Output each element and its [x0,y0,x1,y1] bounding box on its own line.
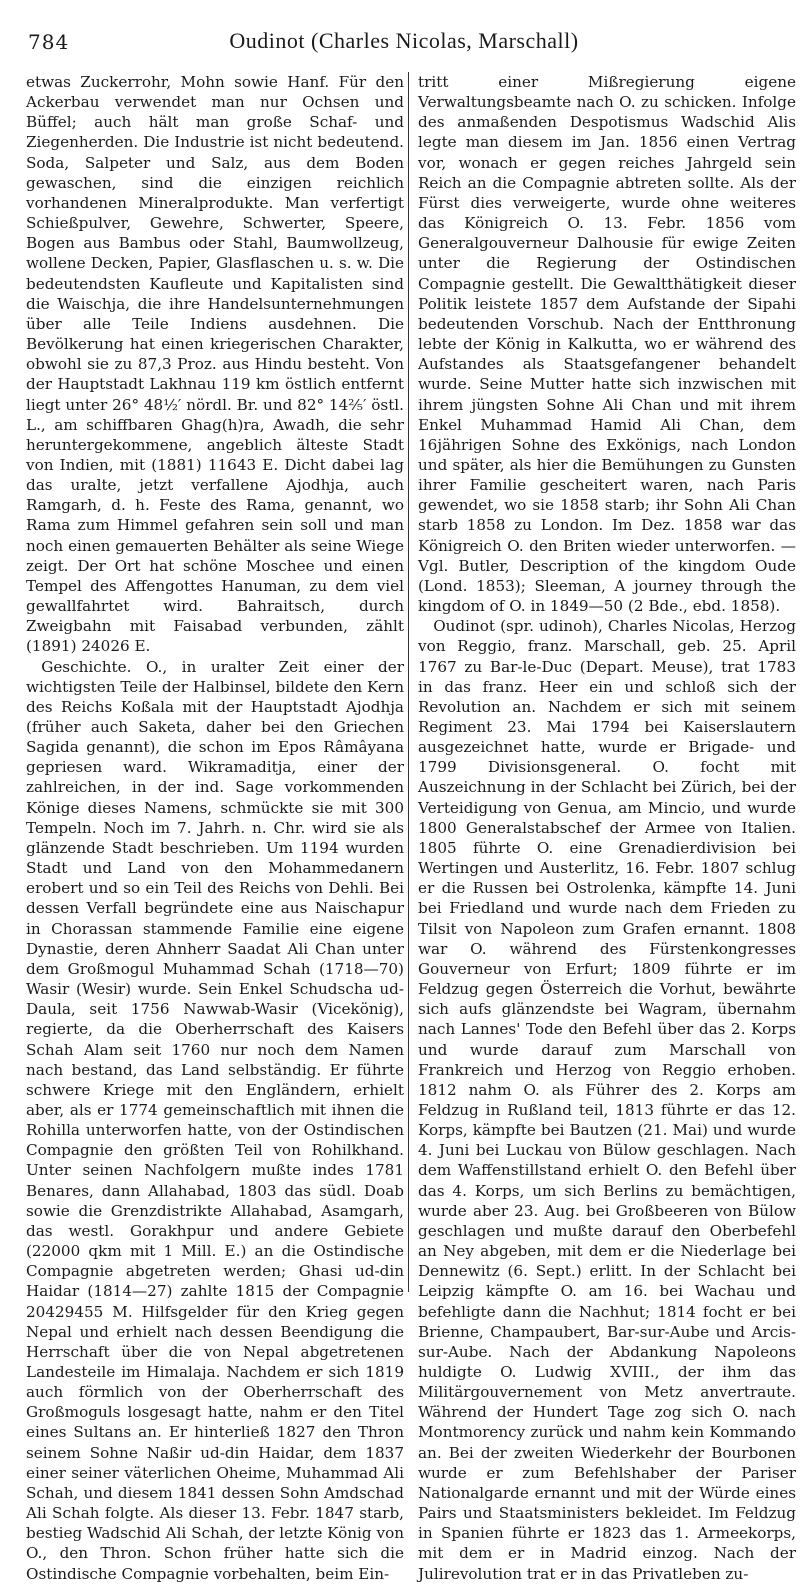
running-head: Oudinot (Charles Nicolas, Marschall) [229,28,579,53]
column-divider [408,72,409,1292]
paragraph: Oudinot (spr. udinoh), Charles Nicolas, Herzog von Reggio, franz. Marschall, geb. 25. April 1767 zu Bar-le-Duc (Depart. Meuse), trat 1783 in das franz. Heer ein und schloß sich der Revolution an. Nachdem er sich mit seinem Regiment 23. Mai 1794 bei Kaiserslautern ausgezeichnet hatte, wurde er Brigade- und 1799 Divisionsgeneral. O. focht mit Auszeichnung in der Schlacht bei Zürich, bei der Verteidigung von Genua, am Mincio, und wurde 1800 Generalstabschef der Armee von Italien. 1805 führte O. eine Grenadierdivision bei Wertingen und Austerlitz, 16. Febr. 1807 schlug er die Russen bei Ostrolenka, kämpfte 14. Juni bei Friedland und wurde nach dem Frieden zu Tilsit von Napoleon zum Grafen ernannt. 1808 war O. während des Fürstenkongresses Gouverneur von Erfurt; 1809 führte er im Feldzug gegen Österreich die Vorhut, bewährte sich aufs glänzendste bei Wagram, übernahm nach Lannes' Tode den Befehl über das 2. Korps und wurde darauf zum Marschall von Frankreich und Herzog von Reggio erhoben. 1812 nahm O. als Führer des 2. Korps am Feldzug in Rußland teil, 1813 führte er das 12. Korps, kämpfte bei Bautzen (21. Mai) und wurde 4. Juni bei Luckau von Bülow geschlagen. Nach dem Waffenstillstand erhielt O. den Befehl über das 4. Korps, um sich Berlins zu bemächtigen, wurde aber 23. Aug. bei Großbeeren von Bülow geschlagen und mußte darauf den Oberbefehl an Ney abgeben, mit dem er die Niederlage bei Dennewitz (6. Sept.) erlitt. In der Schlacht bei Leipzig kämpfte O. am 16. bei Wachau und befehligte dann die Nachhut; 1814 focht er bei Brienne, Champaubert, Bar-sur-Aube und Arcis-sur-Aube. Nach der Abdankung Napoleons huldigte O. Ludwig XVIII., der ihm das Militärgouvernement von Metz anvertraute. Während der Hundert Tage zog sich O. nach Montmorency zurück und nahm kein Kommando an. Bei der zweiten Wiederkehr der Bourbonen wurde er zum Befehlshaber der Pariser Nationalgarde ernannt und mit der Würde eines Pairs und Staatsministers bekleidet. Im Feldzug in Spanien führte er 1823 das 1. Armeekorps, mit dem er in Madrid einzog. Nach der Julirevolution trat er in das Privatleben zu- [418,617,796,1583]
left-column [26,72,404,1584]
page-header [28,18,780,58]
paragraph: etwas Zuckerrohr, Mohn sowie Hanf. Für den Ackerbau verwendet man nur Ochsen und Büffel; auch hält man große Schaf- und Ziegenherden. Die Industrie ist nicht bedeutend. Soda, Salpeter und Salz, aus dem Boden gewaschen, sind die einzigen reichlich vorhandenen Mineralprodukte. Man verfertigt Schießpulver, Gewehre, Schwerter, Speere, Bogen aus Bambus oder Stahl, Baumwollzeug, wollene Decken, Papier, Glasflaschen u. s. w. Die bedeutendsten Kaufleute und Kapitalisten sind die Waischja, die ihre Handelsunternehmungen über alle Teile Indiens ausdehnen. Die Bevölkerung hat einen kriegerischen Charakter, obwohl sie zu 87,3 Proz. aus Hindu besteht. Von der Hauptstadt Lakhnau 119 km östlich entfernt liegt unter 26° 48½′ nördl. Br. und 82° 14⅖′ östl. L., am schiffbaren Ghag(h)ra, Awadh, die sehr heruntergekommene, angeblich älteste Stadt von Indien, mit (1881) 11643 E. Dicht dabei lag das uralte, jetzt verfallene Ajodhja, auch Ramgarh, d. h. Feste des Rama, genannt, wo Rama zum Himmel gefahren sein soll und man noch einen gemauerten Behälter als seine Wiege zeigt. Der Ort hat schöne Moschee und einen Tempel des Affengottes Hanuman, zu dem viel gewallfahrtet wird. Bahraitsch, durch Zweigbahn mit Faisabad verbunden, zählt (1891) 24026 E. [26,73,404,656]
right-column [418,72,796,1584]
page-number: 784 [28,30,70,54]
paragraph: Geschichte. O., in uralter Zeit einer der wichtigsten Teile der Halbinsel, bildete den Kern des Reichs Koßala mit der Hauptstadt Ajodhja (früher auch Saketa, daher bei den Griechen Sagida genannt), die schon im Epos Râmâyana gepriesen ward. Wikramaditja, einer der zahlreichen, in der ind. Sage vorkommenden Könige dieses Namens, schmückte sie mit 300 Tempeln. Noch im 7. Jahrh. n. Chr. wird sie als glänzende Stadt beschrieben. Um 1194 wurden Stadt und Land von den Mohammedanern erobert und so ein Teil des Reichs von Dehli. Bei dessen Verfall begründete eine aus Naischapur in Chorassan stammende Familie eine eigene Dynastie, deren Ahnherr Saadat Ali Chan unter dem Großmogul Muhammad Schah (1718—70) Wasir (Wesir) wurde. Sein Enkel Schudscha ud-Daula, seit 1756 Nawwab-Wasir (Vicekönig), regierte, da die Oberherrschaft des Kaisers Schah Alam seit 1760 nur noch dem Namen nach bestand, das Land selbständig. Er führte schwere Kriege mit den Engländern, erhielt aber, als er 1774 gemeinschaftlich mit ihnen die Rohilla unterworfen hatte, von der Ostindischen Compagnie den größten Teil von Rohilkhand. Unter seinen Nachfolgern mußte indes 1781 Benares, dann Allahabad, 1803 das südl. Doab sowie die Grenzdistrikte Allahabad, Asamgarh, das westl. Gorakhpur und andere Gebiete (22000 qkm mit 1 Mill. E.) an die Ostindische Compagnie abgetreten werden; Ghasi ud-din Haidar (1814—27) zahlte 1815 der Compagnie 20429455 M. Hilfsgelder für den Krieg gegen Nepal und erhielt nach dessen Beendigung die Herrschaft über die von Nepal abgetretenen Landesteile im Himalaja. Nachdem er sich 1819 auch förmlich von der Oberherrschaft des Großmoguls losgesagt hatte, nahm er den Titel eines Sultans an. Er hinterließ 1827 den Thron seinem Sohne Naßir ud-din Haidar, dem 1837 einer seiner väterlichen Oheime, Muhammad Ali Schah, und diesem 1841 dessen Sohn Amdschad Ali Schah folgte. Als dieser 13. Febr. 1847 starb, bestieg Wadschid Ali Schah, der letzte König von O., den Thron. Schon früher hatte sich die Ostindische Compagnie vorbehalten, beim Ein- [26,657,404,1583]
paragraph: tritt einer Mißregierung eigene Verwaltungsbeamte nach O. zu schicken. Infolge des anmaßenden Despotismus Wadschid Alis legte man diesem im Jan. 1856 einen Vertrag vor, wonach er gegen reiches Jahrgeld sein Reich an die Compagnie abtreten sollte. Als der Fürst dies verweigerte, wurde ohne weiteres das Königreich O. 13. Febr. 1856 vom Generalgouverneur Dalhousie für ewige Zeiten unter die Regierung der Ostindischen Compagnie gestellt. Die Gewaltthätigkeit dieser Politik leistete 1857 dem Aufstande der Sipahi bedeutenden Vorschub. Nach der Entthronung lebte der König in Kalkutta, wo er während des Aufstandes als Staatsgefangener behandelt wurde. Seine Mutter hatte sich inzwischen mit ihrem jüngsten Sohne Ali Chan und mit ihrem Enkel Muhammad Hamid Ali Chan, dem 16jährigen Sohne des Exkönigs, nach London und später, als hier die Bemühungen zu Gunsten ihrer Familie gescheitert waren, nach Paris gewendet, wo sie 1858 starb; ihr Sohn Ali Chan starb 1858 zu London. Im Dez. 1858 war das Königreich O. den Briten wieder unterworfen. — Vgl. Butler, Description of the kingdom Oude (Lond. 1853); Sleeman, A journey through the kingdom of O. in 1849—50 (2 Bde., ebd. 1858). [418,73,796,616]
